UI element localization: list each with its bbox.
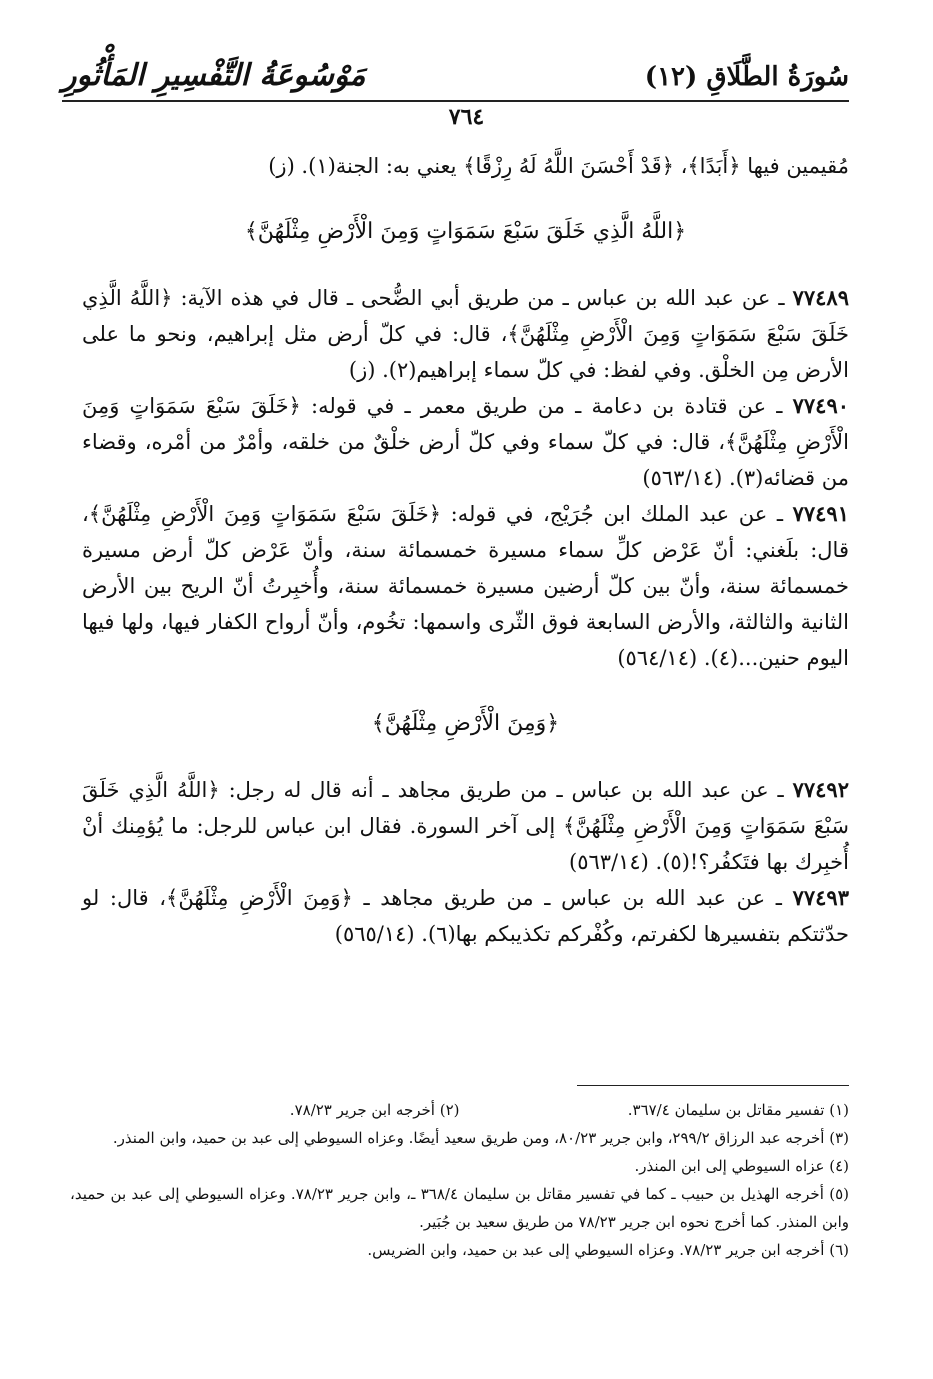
ayah-heading-1: ﴿اللَّهُ الَّذِي خَلَقَ سَبْعَ سَمَوَاتٍ وَمِنَ الْأَرْضِ مِثْلَهُنَّ﴾ <box>244 219 687 244</box>
surah-title: سُورَةُ الطَّلَاقِ (١٢) <box>644 62 849 92</box>
entry-77492 <box>82 772 849 880</box>
entry-number: ٧٧٤٨٩ <box>792 285 849 310</box>
entry-text: ـ عن عبد الملك ابن جُرَيْج، في قوله: ﴿خَلَقَ سَبْعَ سَمَوَاتٍ وَمِنَ الْأَرْضِ مِثْلَهُنَّ﴾، قال: بلَغني: أنّ عَرْض كلِّ سماء مسيرة خمسمائة سنة، وأنّ عَرْض كلّ أرض مسيرة خمسمائة سنة، وأنّ بين كلّ أرضين مسيرة خمسمائة سنة، وأُخبِرتُ أنّ الريح بين الأرض الثانية والثالثة، والأرض السابعة فوق الثّرى واسمها: تخُوم، وأنّ أرواح الكفار فيها، ولها فيها اليوم حنين...(٤). (٥٦٤/١٤) <box>82 502 849 670</box>
entry-text: ـ عن عبد الله بن عباس ـ من طريق مجاهد ـ ﴿وَمِنَ الْأَرْضِ مِثْلَهُنَّ﴾، قال: لو حدّثتكم بتفسيرها لكفرتم، وكُفْركم تكذيبكم بها(٦). (٥٦٥/١٤) <box>82 886 849 946</box>
footnotes <box>70 1096 849 1264</box>
intro-paragraph: مُقيمين فيها ﴿أَبَدًا﴾، ﴿قَدْ أَحْسَنَ اللَّهُ لَهُ رِزْقًا﴾ يعني به: الجنة(١). (ز) <box>268 154 849 178</box>
ayah-heading-2: ﴿وَمِنَ الْأَرْضِ مِثْلَهُنَّ﴾ <box>371 711 560 736</box>
footnote-row <box>70 1096 849 1124</box>
footnote-1: (١) تفسير مقاتل بن سليمان ٣٦٧/٤. <box>627 1101 849 1119</box>
entry-number: ٧٧٤٩٣ <box>792 885 849 910</box>
entry-77491 <box>82 496 849 676</box>
footnote-rule <box>577 1085 849 1086</box>
footnote-4: (٤) عزاه السيوطي إلى ابن المنذر. <box>634 1157 849 1175</box>
footnote-3: (٣) أخرجه عبد الرزاق ٢٩٩/٢، وابن جرير ٨٠/٢٣، ومن طريق سعيد أيضًا. وعزاه السيوطي إلى عبد بن حميد، وابن المنذر. <box>112 1129 849 1147</box>
page-number: ٧٦٤ <box>448 104 485 130</box>
book-title: مَوْسُوعَةُ التَّفْسِيرِ المَأْثُورِ <box>62 58 366 93</box>
footnote-2: (٢) أخرجه ابن جرير ٧٨/٢٣. <box>289 1101 460 1119</box>
footnote-5: (٥) أخرجه الهذيل بن حبيب ـ كما في تفسير مقاتل بن سليمان ٣٦٨/٤ ـ، وابن جرير ٧٨/٢٣. وعزاه السيوطي إلى عبد بن حميد، وابن المنذر. كما أخرج نحوه ابن جرير ٧٨/٢٣ من طريق سعيد بن جُبَير. <box>70 1185 850 1231</box>
header-rule <box>62 100 849 102</box>
entry-77489 <box>82 280 849 388</box>
entry-77493 <box>82 880 849 952</box>
entry-number: ٧٧٤٩٢ <box>792 777 849 802</box>
footnote-6: (٦) أخرجه ابن جرير ٧٨/٢٣. وعزاه السيوطي إلى عبد بن حميد، وابن الضريس. <box>367 1241 849 1259</box>
entry-text: ـ عن عبد الله بن عباس ـ من طريق مجاهد ـ أنه قال له رجل: ﴿اللَّهُ الَّذِي خَلَقَ سَبْعَ سَمَوَاتٍ وَمِنَ الْأَرْضِ مِثْلَهُنَّ﴾ إلى آخر السورة. فقال ابن عباس للرجل: ما يُؤمِنك أنْ أُخبِرك بها فتَكفُر؟!(٥). (٥٦٣/١٤) <box>82 778 849 874</box>
entry-text: ـ عن قتادة بن دعامة ـ من طريق معمر ـ في قوله: ﴿خَلَقَ سَبْعَ سَمَوَاتٍ وَمِنَ الْأَرْضِ مِثْلَهُنَّ﴾، قال: في كلّ سماء وفي كلّ أرض خلْقٌ من خلقه، وأمْرٌ من أمْره، وقضاء من قضائه(٣). (٥٦٣/١٤) <box>82 394 849 490</box>
main-text <box>82 148 849 952</box>
entry-77490 <box>82 388 849 496</box>
entry-number: ٧٧٤٩١ <box>792 501 849 526</box>
entry-number: ٧٧٤٩٠ <box>792 393 850 418</box>
entry-text: ـ عن عبد الله بن عباس ـ من طريق أبي الضُّحى ـ قال في هذه الآية: ﴿اللَّهُ الَّذِي خَلَقَ سَبْعَ سَمَوَاتٍ وَمِنَ الْأَرْضِ مِثْلَهُنَّ﴾، قال: في كلّ أرض مثل إبراهيم، ونحو ما على الأرض مِن الخلْق. وفي لفظ: في كلّ سماء إبراهيم(٢). (ز) <box>82 286 849 382</box>
page-header <box>62 58 849 96</box>
